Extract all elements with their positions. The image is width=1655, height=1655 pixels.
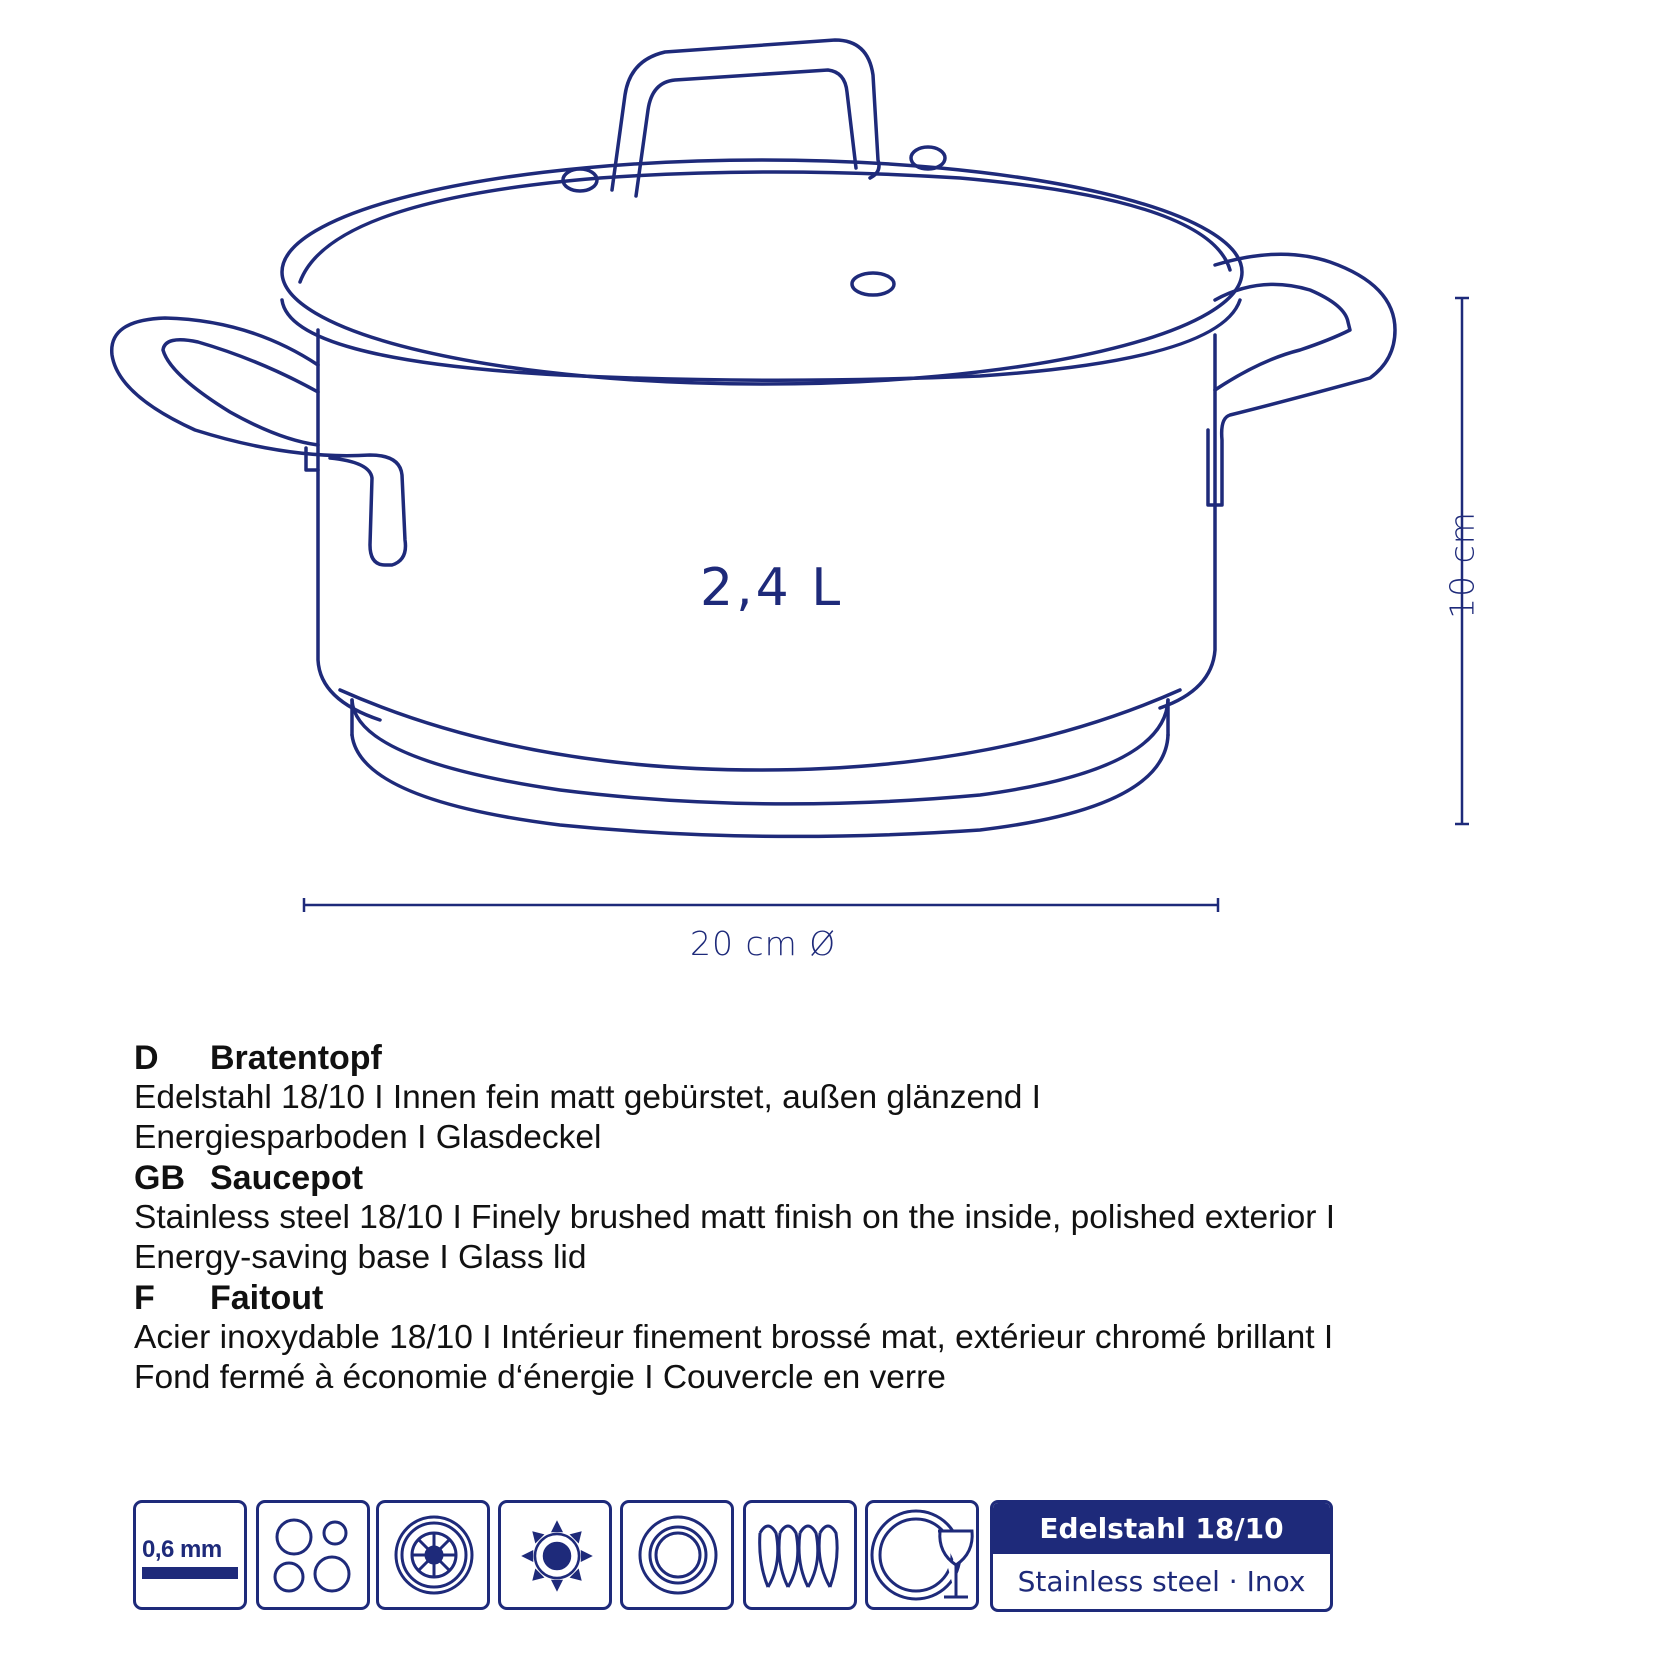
pot-base [352, 700, 1168, 804]
description-line: Stainless steel 18/10 I Finely brushed matt finish on the inside, polished exterior I [134, 1199, 1336, 1236]
material-subtitle: Stainless steel · Inox [1017, 1565, 1306, 1598]
product-title: Saucepot [210, 1159, 364, 1197]
steam-vent [852, 273, 894, 295]
diameter-line [304, 898, 1218, 912]
product-description [134, 1038, 1614, 1398]
description-f [134, 1278, 1614, 1398]
description-de [134, 1038, 1614, 1158]
language-code: D [134, 1039, 159, 1077]
height-label: 10 cm [1442, 511, 1482, 619]
gas-hob-icon [498, 1500, 612, 1610]
description-line: Fond fermé à économie d‘énergie I Couvercle en verre [134, 1359, 946, 1396]
base-thickness-icon [133, 1500, 247, 1610]
material-badge [990, 1500, 1333, 1612]
lid-handle [612, 40, 879, 190]
description-gb [134, 1158, 1614, 1278]
description-line: Energiesparboden I Glasdeckel [134, 1119, 602, 1156]
ceramic-hob-icon [620, 1500, 734, 1610]
halogen-hob-icon [376, 1500, 490, 1610]
base-thickness-label: 0,6 mm [142, 1536, 222, 1563]
left-handle [112, 318, 406, 565]
induction-hob-icon [743, 1500, 857, 1610]
description-line: Acier inoxydable 18/10 I Intérieur finement brossé mat, extérieur chromé brillant I [134, 1319, 1334, 1356]
product-title: Bratentopf [210, 1039, 382, 1077]
dishwasher-safe-icon [865, 1500, 979, 1610]
language-code: GB [134, 1159, 185, 1197]
lid [282, 160, 1242, 384]
electric-hob-icon [256, 1500, 370, 1610]
diameter-label: 20 cm Ø [690, 924, 837, 963]
description-line: Edelstahl 18/10 I Innen fein matt gebürstet, außen glänzend I [134, 1079, 1041, 1116]
language-code: F [134, 1279, 155, 1317]
capacity-label: 2,4 L [700, 558, 844, 618]
product-title: Faitout [210, 1279, 324, 1317]
material-title: Edelstahl 18/10 [993, 1503, 1330, 1554]
description-line: Energy-saving base I Glass lid [134, 1239, 587, 1276]
